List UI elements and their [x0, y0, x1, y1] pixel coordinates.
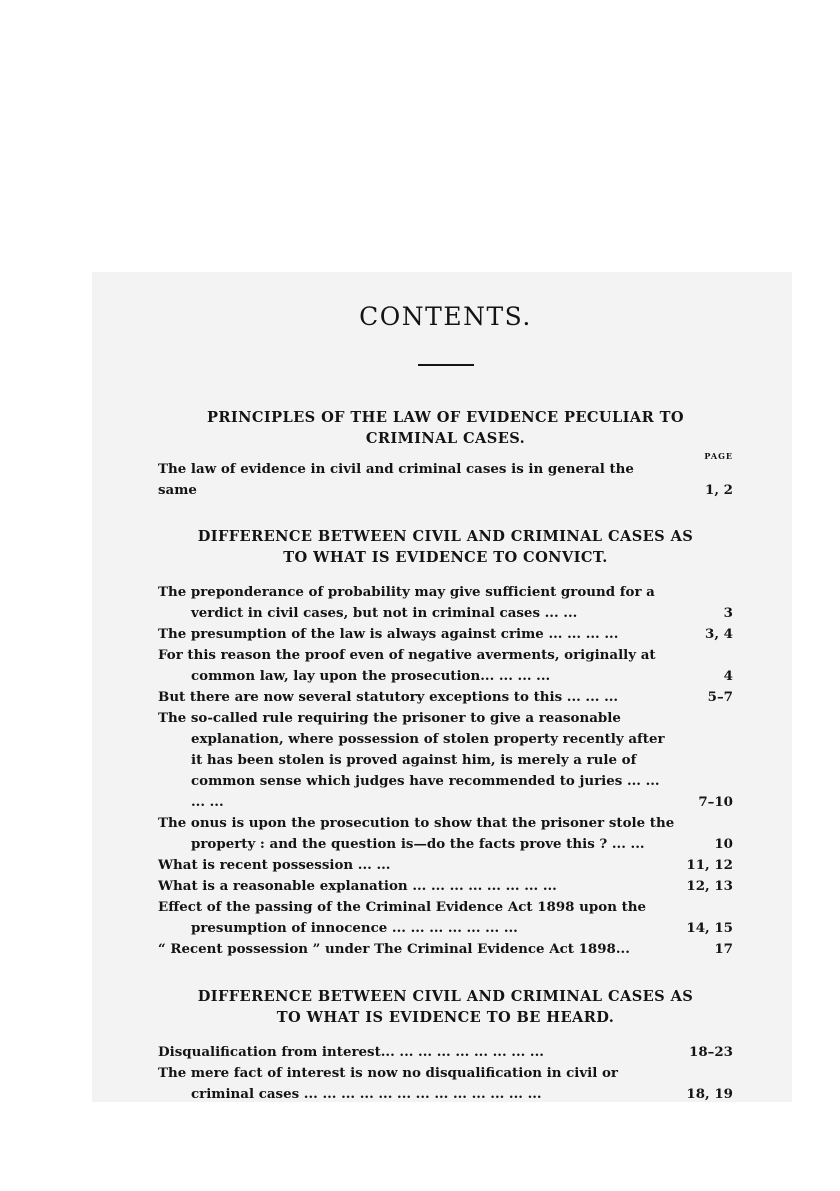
entry-page-numbers: 12, 13 — [686, 878, 733, 894]
entry-page-numbers: 18–23 — [689, 1044, 733, 1060]
entry-page-numbers: 7–10 — [698, 794, 733, 810]
contents-entry: What is recent possession ... ... 11, 12 — [158, 855, 733, 876]
contents-entry: “ Recent possession ” under The Criminal Evidence Act 1898... 17 — [158, 939, 733, 960]
entry-page-numbers: 10 — [714, 836, 733, 852]
entry-list — [158, 1042, 733, 1105]
contents-entry: The mere fact of interest is now no disqualification in civil or criminal cases ... ... ... ... ... ... ... ... ... ... ... ... ... 18, 19 — [158, 1063, 733, 1105]
page-title: CONTENTS. — [359, 302, 532, 331]
entry-page-numbers: 3 — [723, 605, 733, 621]
entry-page-numbers: 17 — [714, 941, 733, 957]
entry-page-numbers: 11, 12 — [686, 857, 733, 873]
entry-list — [158, 582, 733, 960]
contents-entry: The preponderance of probability may give sufficient ground for a verdict in civil cases, but not in criminal cases ... ... 3 — [158, 582, 733, 624]
section-heading: PRINCIPLES OF THE LAW OF EVIDENCE PECULIAR TO CRIMINAL CASES. — [206, 409, 685, 447]
contents-entry: Disqualification from interest... ... ... ... ... ... ... ... ... 18–23 — [158, 1042, 733, 1063]
contents-page — [158, 300, 733, 1105]
contents-entry: For this reason the proof even of negative averments, originally at common law, lay upon the prosecution... ... ... ... 4 — [158, 645, 733, 687]
entry-page-numbers: 4 — [723, 668, 733, 684]
entry-page-numbers: 18, 19 — [686, 1086, 733, 1102]
section-heading: DIFFERENCE BETWEEN CIVIL AND CRIMINAL CASES AS TO WHAT IS EVIDENCE TO CONVICT. — [197, 528, 694, 566]
contents-entry: What is a reasonable explanation ... ... ... ... ... ... ... ... 12, 13 — [158, 876, 733, 897]
contents-entry: The law of evidence in civil and criminal cases is in general the same 1, 2 — [158, 459, 733, 501]
entry-page-numbers: 14, 15 — [686, 920, 733, 936]
section-to-convict — [158, 526, 733, 960]
contents-entry: But there are now several statutory exceptions to this ... ... ... 5–7 — [158, 687, 733, 708]
page-column-label: PAGE — [704, 451, 733, 461]
entry-page-numbers: 5–7 — [707, 689, 733, 705]
section-to-be-heard — [158, 986, 733, 1105]
entry-page-numbers: 3, 4 — [705, 626, 733, 642]
contents-entry: The onus is upon the prosecution to show that the prisoner stole the property : and the question is—do the facts prove this ? ... ... 10 — [158, 813, 733, 855]
contents-entry: The presumption of the law is always against crime ... ... ... ... 3, 4 — [158, 624, 733, 645]
contents-entry: Effect of the passing of the Criminal Evidence Act 1898 upon the presumption of innocence ... ... ... ... ... ... ... 14, 15 — [158, 897, 733, 939]
section-heading: DIFFERENCE BETWEEN CIVIL AND CRIMINAL CASES AS TO WHAT IS EVIDENCE TO BE HEARD. — [197, 988, 694, 1026]
contents-entry: The so-called rule requiring the prisoner to give a reasonable explanation, where possession of stolen property recently after it has been stolen is proved against him, is merely a rule of common sense which judges have recommended to juries ... ... ... ... 7–10 — [158, 708, 733, 813]
entry-page-numbers: 1, 2 — [705, 482, 733, 498]
title-rule — [418, 364, 474, 366]
section-principles — [158, 407, 733, 501]
